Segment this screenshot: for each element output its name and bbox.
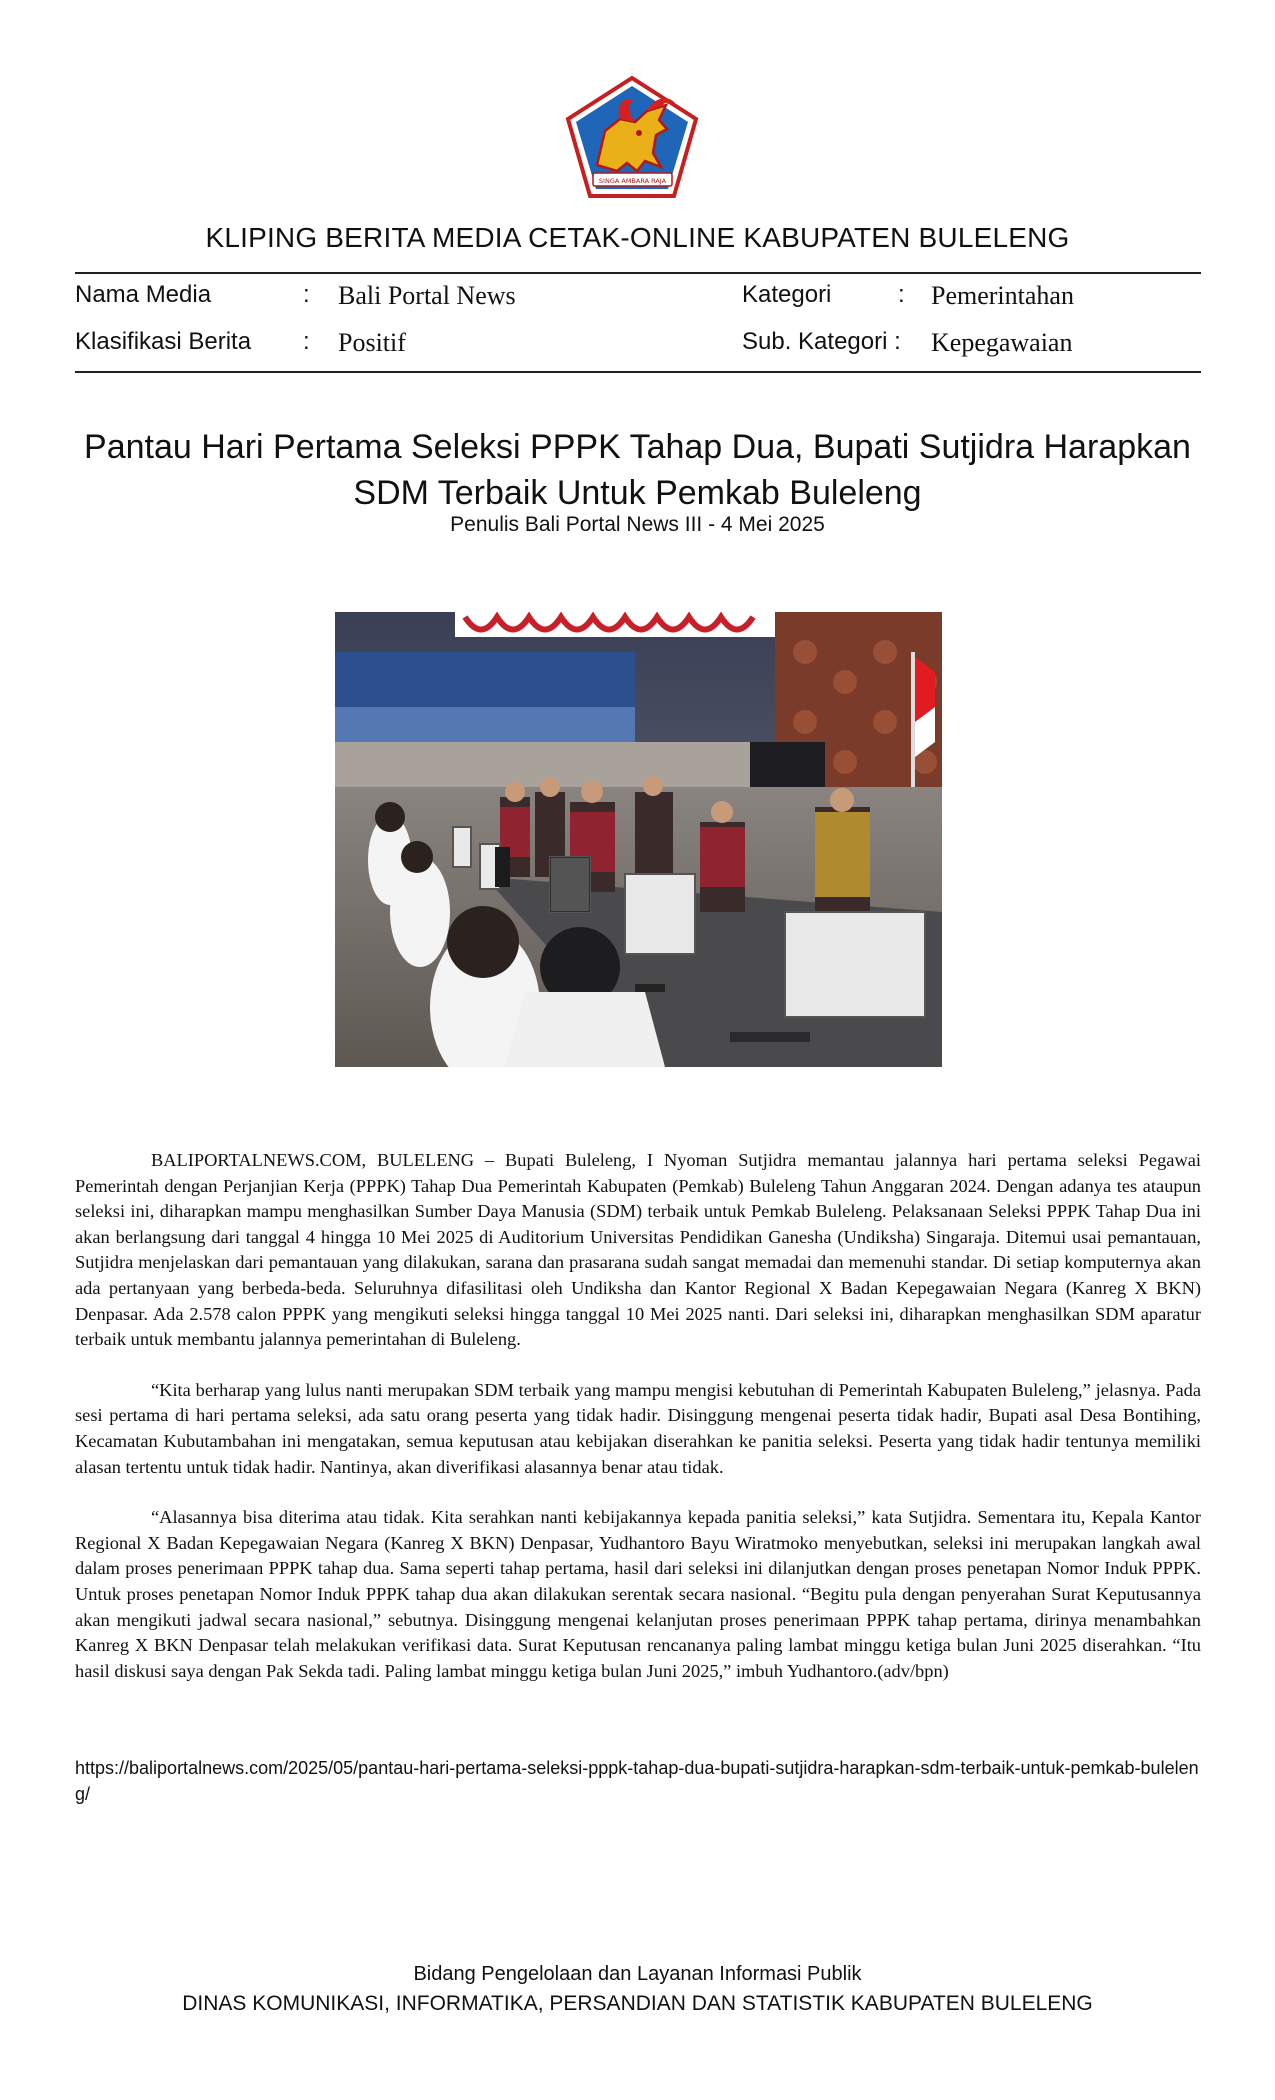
category-value: Pemerintahan — [931, 281, 1074, 310]
article-title-line-2: SDM Terbaik Untuk Pemkab Buleleng — [353, 474, 922, 512]
source-link[interactable]: https://baliportalnews.com/2025/05/pantau-hari-pertama-seleksi-pppk-tahap-dua-bupati-sutjidra-harapkan-sdm-terbaik-untuk-pemkab-buleleng/ — [75, 1758, 1199, 1804]
subcategory-value: Kepegawaian — [931, 328, 1073, 357]
article-paragraph-2: “Kita berharap yang lulus nanti merupakan SDM terbaik yang mampu mengisi kebutuhan di Pemerintah Kabupaten Buleleng,” jelasnya. Pada sesi pertama di hari pertama seleksi, ada satu orang peserta yang tidak hadir. Disinggung mengenai peserta tidak hadir, Bupati asal Desa Bontihing, Kecamatan Kubutambahan ini mengatakan, semua keputusan atau kebijakan diserahkan ke panitia seleksi. Peserta yang tidak hadir tentunya memiliki alasan tertentu untuk tidak hadir. Nantinya, akan diverifikasi alasannya benar atau tidak. — [75, 1379, 1201, 1477]
category-colon: : — [898, 281, 905, 308]
media-label: Nama Media — [75, 281, 212, 308]
subcategory-label: Sub. Kategori : — [742, 328, 901, 355]
classification-value: Positif — [338, 328, 406, 357]
header-rule-bottom — [75, 371, 1201, 373]
classification-colon: : — [303, 328, 310, 355]
news-photo — [335, 612, 942, 1067]
buleleng-crest-logo — [565, 75, 700, 200]
clipping-header-title: KLIPING BERITA MEDIA CETAK-ONLINE KABUPATEN BULELENG — [205, 222, 1070, 253]
article-body — [75, 1148, 1201, 1709]
article-byline: Penulis Bali Portal News III - 4 Mei 2025 — [450, 513, 825, 536]
footer-department: Bidang Pengelolaan dan Layanan Informasi Publik — [413, 1963, 862, 1985]
article-paragraph-1: BALIPORTALNEWS.COM, BULELENG – Bupati Buleleng, I Nyoman Sutjidra memantau jalannya hari pertama seleksi Pegawai Pemerintah dengan Perjanjian Kerja (PPPK) Tahap Dua Pemerintah Kabupaten (Pemkab) Buleleng Tahun Anggaran 2024. Dengan adanya tes ataupun seleksi ini, diharapkan mampu menghasilkan Sumber Daya Manusia (SDM) terbaik untuk Pemkab Buleleng. Pelaksanaan Seleksi PPPK Tahap Dua ini akan berlangsung dari tanggal 4 hingga 10 Mei 2025 di Auditorium Universitas Pendidikan Ganesha (Undiksha) Singaraja. Ditemui usai pemantauan, Sutjidra menjelaskan dari pemantauan yang dilakukan, sarana dan prasarana sudah sangat memadai dan memenuhi standar. Di setiap komputernya akan ada pertanyaan yang berbeda-beda. Seluruhnya difasilitasi oleh Undiksha dan Kantor Regional X Badan Kepegawaian Negara (Kanreg X BKN) Denpasar. Ada 2.578 calon PPPK yang mengikuti seleksi hingga tanggal 10 Mei 2025 nanti. Dari seleksi ini, diharapkan menghasilkan SDM aparatur terbaik untuk membantu jalannya pemerintahan di Buleleng. — [75, 1150, 1201, 1350]
article-title-line-1: Pantau Hari Pertama Seleksi PPPK Tahap Dua, Bupati Sutjidra Harapkan — [84, 428, 1191, 466]
footer-agency: DINAS KOMUNIKASI, INFORMATIKA, PERSANDIAN DAN STATISTIK KABUPATEN BULELENG — [182, 1992, 1093, 2015]
category-label: Kategori — [742, 281, 832, 308]
article-title — [60, 424, 1215, 516]
logo-motto: SINGA AMBARA RAJA — [598, 177, 667, 185]
header-rule-top — [75, 272, 1201, 274]
article-paragraph-3: “Alasannya bisa diterima atau tidak. Kita serahkan nanti kebijakannya kepada panitia seleksi,” kata Sutjidra. Sementara itu, Kepala Kantor Regional X Badan Kepegawaian Negara (Kanreg X BKN) Denpasar, Yudhantoro Bayu Wiratmoko menyebutkan, seleksi ini merupakan langkah awal dalam proses penerimaan PPPK tahap dua. Sama seperti tahap pertama, hasil dari seleksi ini dilanjutkan dengan proses penetapan Nomor Induk PPPK. Untuk proses penetapan Nomor Induk PPPK tahap dua akan dilakukan serentak secara nasional. “Begitu pula dengan penyerahan Surat Keputusannya akan mengikuti jadwal secara nasional,” sebutnya. Disinggung mengenai kelanjutan proses penerimaan PPPK tahap pertama, dirinya menambahkan Kanreg X BKN Denpasar telah melakukan verifikasi data. Surat Keputusan rencananya paling lambat minggu ketiga bulan Juni 2025 diserahkan. “Itu hasil diskusi saya dengan Pak Sekda tadi. Paling lambat minggu ketiga bulan Juni 2025,” imbuh Yudhantoro.(adv/bpn) — [75, 1507, 1201, 1681]
classification-label: Klasifikasi Berita — [75, 328, 252, 355]
media-colon: : — [303, 281, 310, 308]
media-value: Bali Portal News — [338, 281, 516, 310]
